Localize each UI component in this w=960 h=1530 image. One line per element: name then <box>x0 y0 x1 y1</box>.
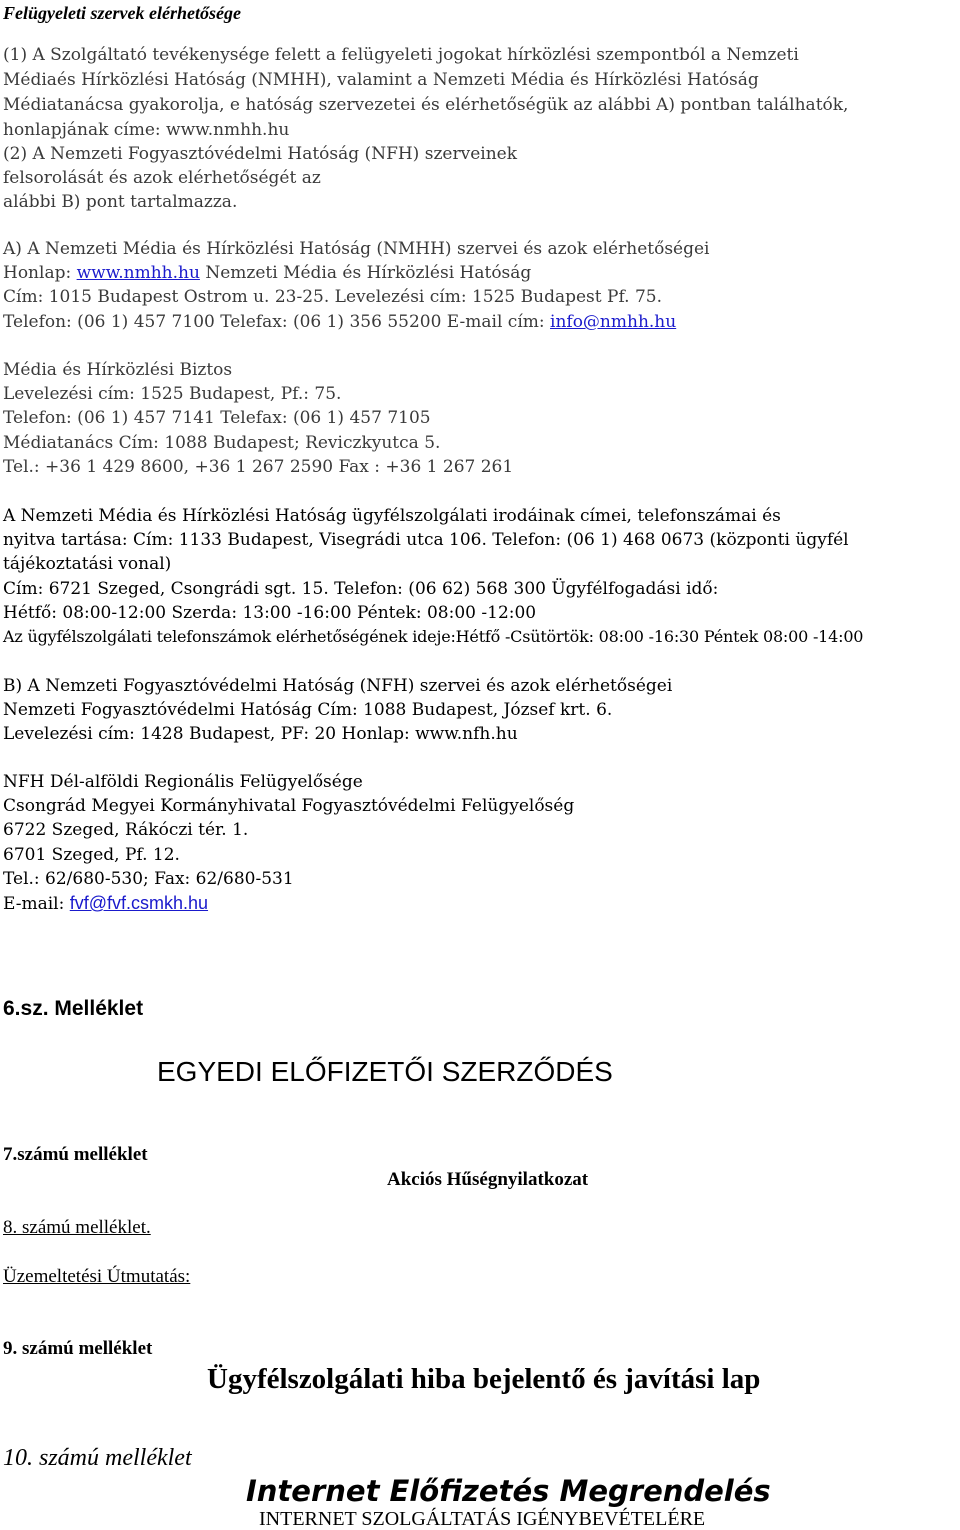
annex-10-label: 10. számú melléklet <box>3 1445 192 1471</box>
regional-email-line <box>3 891 208 916</box>
regional-phone: Tel.: 62/680-530; Fax: 62/680-531 <box>3 869 294 889</box>
office-line-1: A Nemzeti Média és Hírközlési Hatóság ügyfélszolgálati irodáinak címei, telefonszámai és <box>3 506 781 526</box>
biztos-title: Média és Hírközlési Biztos <box>3 360 233 380</box>
office-line-6: Az ügyfélszolgálati telefonszámok elérhetőségének ideje:Hétfő -Csütörtök: 08:00 -16:30 Péntek 08:00 -14:00 <box>3 627 864 646</box>
nmhh-website-link[interactable]: www.nmhh.hu <box>76 263 200 283</box>
nmhh-phone-line <box>3 310 676 334</box>
intro-line-3: Médiatanácsa gyakorolja, e hatóság szervezetei és elérhetőségük az alábbi A) pontban találhatók, <box>3 95 849 115</box>
honlap-label: Honlap: <box>3 263 77 283</box>
nfh-regional-title: NFH Dél-alföldi Regionális Felügyelősége <box>3 772 363 792</box>
intro-line-7: alábbi B) pont tartalmazza. <box>3 192 238 212</box>
honlap-rest: Nemzeti Média és Hírközlési Hatóság <box>199 263 532 283</box>
nfh-address: Nemzeti Fogyasztóvédelmi Hatóság Cím: 1088 Budapest, József krt. 6. <box>3 700 613 720</box>
regional-address-1: 6722 Szeged, Rákóczi tér. 1. <box>3 820 249 840</box>
annex-9-title: Ügyfélszolgálati hiba bejelentő és javítási lap <box>207 1363 761 1395</box>
section-a-heading: A) A Nemzeti Média és Hírközlési Hatóság (NMHH) szervei és azok elérhetőségei <box>3 239 710 259</box>
office-line-3: tájékoztatási vonal) <box>3 554 172 574</box>
email-label: E-mail: <box>3 894 70 914</box>
office-line-5: Hétfő: 08:00-12:00 Szerda: 13:00 -16:00 Péntek: 08:00 -12:00 <box>3 603 537 623</box>
section-b-heading: B) A Nemzeti Fogyasztóvédelmi Hatóság (NFH) szervei és azok elérhetőségei <box>3 676 673 696</box>
nmhh-phone-text: Telefon: (06 1) 457 7100 Telefax: (06 1) 356 55200 E-mail cím: <box>3 312 551 332</box>
nmhh-address: Cím: 1015 Budapest Ostrom u. 23-25. Levelezési cím: 1525 Budapest Pf. 75. <box>3 287 662 307</box>
intro-line-5: (2) A Nemzeti Fogyasztóvédelmi Hatóság (NFH) szerveinek <box>3 144 518 164</box>
office-line-4: Cím: 6721 Szeged, Csongrádi sgt. 15. Telefon: (06 62) 568 300 Ügyfélfogadási idő: <box>3 579 719 599</box>
mediatanacs-phone: Tel.: +36 1 429 8600, +36 1 267 2590 Fax : +36 1 267 261 <box>3 457 514 477</box>
annex-7-title: Akciós Hűségnyilatkozat <box>387 1169 589 1190</box>
nmhh-email-link[interactable]: info@nmhh.hu <box>550 312 677 332</box>
regional-address-2: 6701 Szeged, Pf. 12. <box>3 845 180 865</box>
intro-line-2: Médiaés Hírközlési Hatóság (NMHH), valamint a Nemzeti Média és Hírközlési Hatóság <box>3 70 759 90</box>
annex-6-title: EGYEDI ELŐFIZETŐI SZERZŐDÉS <box>157 1056 613 1087</box>
annex-8-label: 8. számú melléklet. <box>3 1217 151 1238</box>
regional-email-link[interactable]: fvf@fvf.csmkh.hu <box>69 893 209 913</box>
intro-line-6: felsorolását és azok elérhetőségét az <box>3 168 321 188</box>
nmhh-honlap-line <box>3 261 531 285</box>
mediatanacs-address: Médiatanács Cím: 1088 Budapest; Reviczkyutca 5. <box>3 433 441 453</box>
csongrad-office: Csongrád Megyei Kormányhivatal Fogyasztóvédelmi Felügyelőség <box>3 796 575 816</box>
annex-6-label: 6.sz. Melléklet <box>3 997 144 1020</box>
annex-7-label: 7.számú melléklet <box>3 1144 148 1165</box>
intro-line-4: honlapjának címe: www.nmhh.hu <box>3 120 290 140</box>
section-title: Felügyeleti szervek elérhetősége <box>3 3 241 23</box>
annex-10-subtitle: INTERNET SZOLGÁLTATÁS IGÉNYBEVÉTELÉRE <box>259 1508 706 1530</box>
intro-line-1: (1) A Szolgáltató tevékenysége felett a felügyeleti jogokat hírközlési szempontból a Nemzeti <box>3 45 799 65</box>
office-line-2: nyitva tartása: Cím: 1133 Budapest, Visegrádi utca 106. Telefon: (06 1) 468 0673 (központi ügyfél <box>3 530 849 550</box>
biztos-address: Levelezési cím: 1525 Budapest, Pf.: 75. <box>3 384 342 404</box>
annex-8-title: Üzemeltetési Útmutatás: <box>3 1266 191 1287</box>
biztos-phone: Telefon: (06 1) 457 7141 Telefax: (06 1) 457 7105 <box>3 408 431 428</box>
annex-10-title: Internet Előfizetés Megrendelés <box>246 1474 771 1508</box>
nfh-mailing: Levelezési cím: 1428 Budapest, PF: 20 Honlap: www.nfh.hu <box>3 724 518 744</box>
annex-9-label: 9. számú melléklet <box>3 1338 153 1359</box>
